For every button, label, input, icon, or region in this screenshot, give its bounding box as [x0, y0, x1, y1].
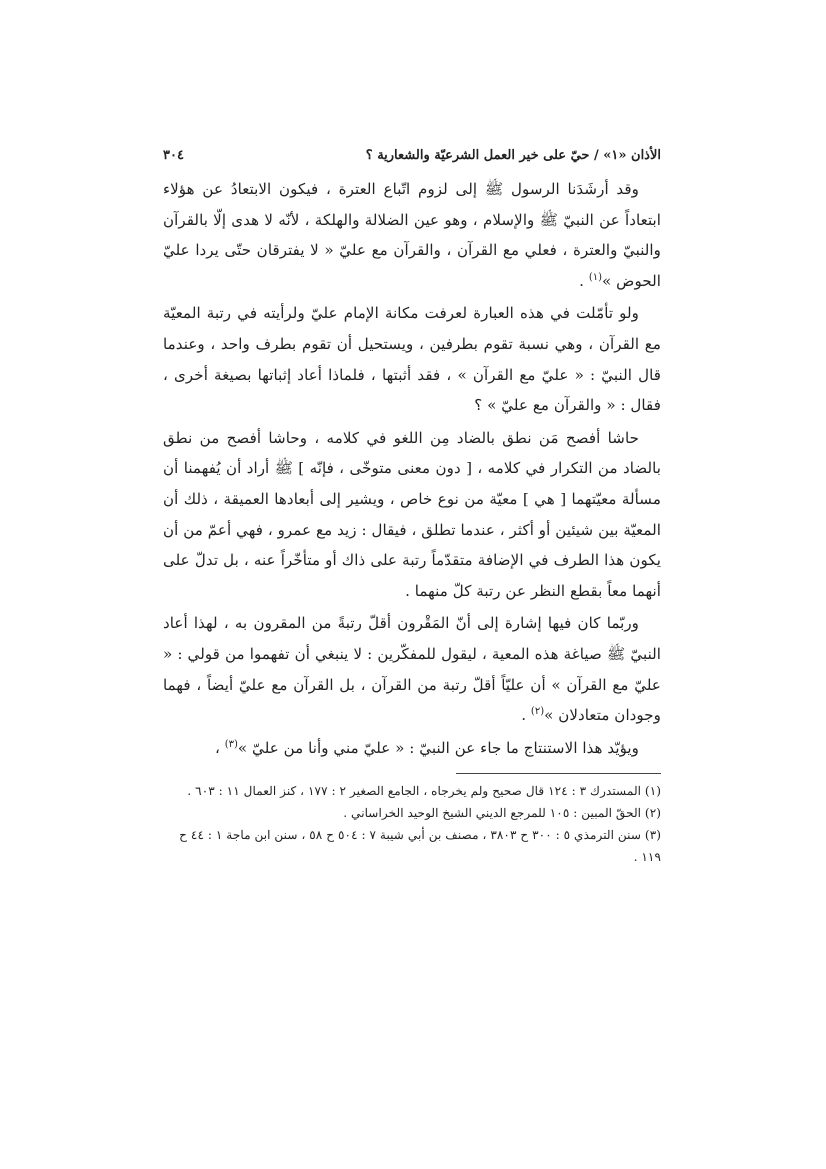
paragraph-4: [163, 608, 661, 730]
paragraph-4-end: .: [521, 706, 531, 725]
main-text: [163, 174, 661, 763]
footnote-divider: [456, 773, 661, 774]
paragraph-1-end: .: [579, 271, 589, 290]
paragraph-5-end: ،: [215, 738, 225, 757]
footnote-ref-1: (١): [588, 271, 603, 283]
page-header: [163, 148, 661, 174]
paragraph-5: [163, 733, 661, 764]
paragraph-1: [163, 174, 661, 296]
footnote-ref-2: (٢): [530, 706, 545, 718]
footnotes: [163, 780, 661, 868]
paragraph-5-text: ويؤيّد هذا الاستنتاج ما جاء عن النبيّ : « عليّ مني وأنا من عليّ »: [237, 738, 639, 757]
paragraph-2: ولو تأمّلت في هذه العبارة لعرفت مكانة الإمام عليّ ولرأيته في رتبة المعيّة مع القرآن ، وهي نسبة تقوم بطرفين ، ويستحيل أن تقوم بطرف واحد ، وعندما قال النبيّ : « عليّ مع القرآن » ، فقد أثبتها ، فلماذا أعاد إثباتها بصيغة أخرى ، فقال : « والقرآن مع عليّ » ؟: [163, 304, 661, 415]
page-number: ٣٠٤: [163, 148, 184, 163]
paragraph-4-text: وربّما كان فيها إشارة إلى أنّ المَقْرون أقلّ رتبةً من المقرون به ، لهذا أعاد النبيّ ﷺ صياغة هذه المعية ، ليقول للمفكّرين : لا ينبغي أن تفهموا من قولي : « عليّ مع القرآن » أن عليّاً أقلّ رتبة من القرآن ، بل القرآن مع عليّ أيضاً ، فهما وجودان متعادلان »: [163, 614, 661, 725]
footnote-3: (٣) سنن الترمذي ٥ : ٣٠٠ ح ٣٨٠٣ ، مصنف بن أبي شيبة ٧ : ٥٠٤ ح ٥٨ ، سنن ابن ماجة ١ : ٤٤ ح ١١٩ .: [179, 828, 661, 865]
paragraph-3: حاشا أفصح مَن نطق بالضاد مِن اللغو في كلامه ، وحاشا أفصح من نطق بالضاد من التكرار في كلامه ، [ دون معنى متوخّى ، فإنّه ] ﷺ أراد أن يُفهمنا أن مسألة معيّتهما [ هي ] معيّة من نوع خاص ، ويشير إلى أبعادها العميقة ، ذلك أن المعيّة بين شيئين أو أكثر ، عندما تطلق ، فيقال : زيد مع عمرو ، فهي أعمّ من أن يكون هذا الطرف في الإضافة متقدّماً رتبة على ذاك أو متأخّراً عنه ، بل تدلّ على أنهما معاً بقطع النظر عن رتبة كلّ منهما .: [163, 428, 661, 600]
running-title: الأذان «١» / حيّ على خير العمل الشرعيّة والشعارية ؟: [365, 148, 661, 163]
paragraph-1-text: وقد أرشَدَنا الرسول ﷺ إلى لزوم اتّباع العترة ، فيكون الابتعادُ عن هؤلاء ابتعاداً عن النبيّ ﷺ والإسلام ، وهو عين الضلالة والهلكة ، لأنّه لا هدى إلّا بالقرآن والنبيّ والعترة ، فعلي مع القرآن ، والقرآن مع عليّ « لا يفترقان حتّى يردا عليّ الحوض »: [163, 180, 661, 290]
book-page: [163, 148, 661, 868]
footnote-ref-3: (٣): [224, 738, 238, 750]
footnote-1: (١) المستدرك ٣ : ١٢٤ قال صحيح ولم يخرجاه ، الجامع الصغير ٢ : ١٧٧ ، كنز العمال ١١ : ٦٠٣ .: [187, 784, 661, 799]
footnote-2: (٢) الحقّ المبين : ١٠٥ للمرجع الديني الشيخ الوحيد الخراساني .: [343, 806, 661, 821]
